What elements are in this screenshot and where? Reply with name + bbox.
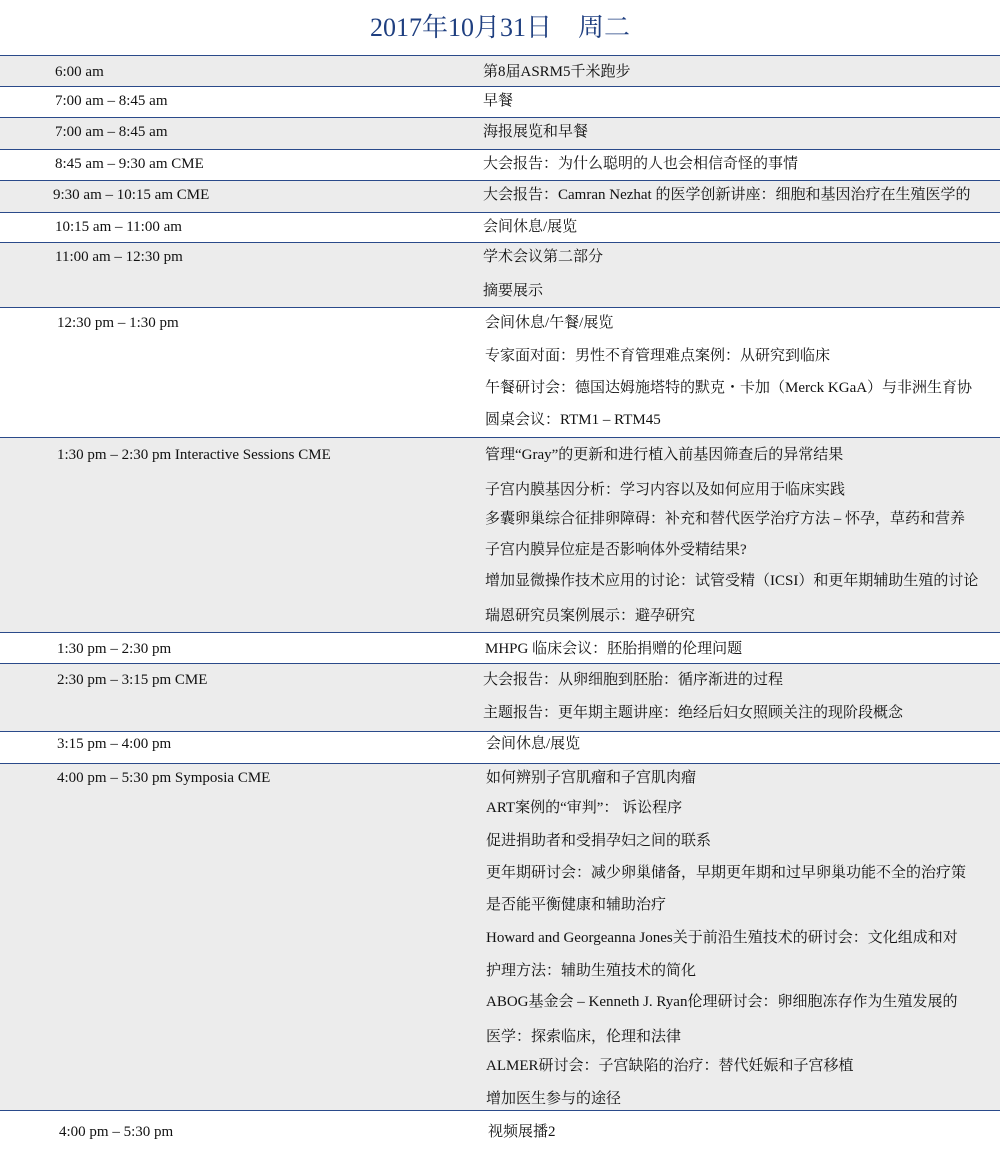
session-title: 午餐研讨会：德国达姆施塔特的默克・卡加（Merck KGaA）与非洲生育协 (485, 380, 973, 396)
row-divider (0, 307, 1000, 308)
session-time: 4:00 pm – 5:30 pm Symposia CME (57, 770, 271, 786)
session-title: 早餐 (483, 93, 514, 109)
row-divider (0, 1110, 1000, 1111)
session-title: 圆桌会议：RTM1 – RTM45 (485, 412, 661, 428)
session-title: 增加医生参与的途径 (486, 1091, 622, 1107)
session-time: 1:30 pm – 2:30 pm Interactive Sessions CME (57, 447, 331, 463)
row-divider (0, 117, 1000, 118)
row-divider (0, 180, 1000, 181)
session-title: 增加显微操作技术应用的讨论：试管受精（ICSI）和更年期辅助生殖的讨论 (485, 573, 979, 589)
session-title: 更年期研讨会：减少卵巢储备，早期更年期和过早卵巢功能不全的治疗策 (486, 865, 967, 881)
session-title: 会间休息/午餐/展览 (485, 315, 614, 331)
session-time: 11:00 am – 12:30 pm (55, 249, 183, 265)
session-title: 是否能平衡健康和辅助治疗 (486, 897, 667, 913)
session-title: 子宫内膜基因分析：学习内容以及如何应用于临床实践 (485, 482, 846, 498)
session-time: 9:30 am – 10:15 am CME (53, 187, 210, 203)
row-divider (0, 86, 1000, 87)
row-divider (0, 437, 1000, 438)
session-title: 大会报告：从卵细胞到胚胎：循序渐进的过程 (483, 672, 784, 688)
session-title: 子宫内膜异位症是否影响体外受精结果? (485, 542, 747, 558)
session-title: 管理“Gray”的更新和进行植入前基因筛查后的异常结果 (485, 447, 844, 463)
session-title: 第8届ASRM5千米跑步 (483, 64, 631, 80)
session-title: ALMER研讨会：子宫缺陷的治疗：替代妊娠和子宫移植 (486, 1058, 854, 1074)
row-divider (0, 55, 1000, 56)
session-time: 8:45 am – 9:30 am CME (55, 156, 204, 172)
row-divider (0, 242, 1000, 243)
session-title: 主题报告：更年期主题讲座：绝经后妇女照顾关注的现阶段概念 (483, 705, 904, 721)
row-background (0, 437, 1000, 632)
session-time: 12:30 pm – 1:30 pm (57, 315, 179, 331)
session-title: 如何辨别子宫肌瘤和子宫肌肉瘤 (486, 770, 697, 786)
session-title: ABOG基金会 – Kenneth J. Ryan伦理研讨会：卵细胞冻存作为生殖发展的 (486, 994, 958, 1010)
row-divider (0, 149, 1000, 150)
row-divider (0, 212, 1000, 213)
row-divider (0, 763, 1000, 764)
session-title: Howard and Georgeanna Jones关于前沿生殖技术的研讨会：文化组成和对 (486, 930, 958, 946)
session-time: 10:15 am – 11:00 am (55, 219, 182, 235)
session-title: 摘要展示 (483, 283, 544, 299)
row-divider (0, 731, 1000, 732)
session-title: 专家面对面：男性不育管理难点案例：从研究到临床 (485, 348, 831, 364)
session-title: 大会报告：为什么聪明的人也会相信奇怪的事情 (483, 156, 799, 172)
row-divider (0, 632, 1000, 633)
session-title: 瑞恩研究员案例展示：避孕研究 (485, 608, 696, 624)
session-time: 1:30 pm – 2:30 pm (57, 641, 172, 657)
session-time: 3:15 pm – 4:00 pm (57, 736, 172, 752)
session-title: 海报展览和早餐 (483, 124, 589, 140)
session-title: 促进捐助者和受捐孕妇之间的联系 (486, 833, 712, 849)
session-time: 6:00 am (55, 64, 104, 80)
session-title: 学术会议第二部分 (483, 249, 604, 265)
session-title: 多囊卵巢综合征排卵障碍：补充和替代医学治疗方法 – 怀孕，草药和营养 (485, 511, 966, 527)
session-time: 4:00 pm – 5:30 pm (59, 1124, 174, 1140)
session-time: 7:00 am – 8:45 am (55, 93, 168, 109)
session-title: 大会报告：Camran Nezhat 的医学创新讲座：细胞和基因治疗在生殖医学的 (483, 187, 971, 203)
session-title: 视频展播2 (488, 1124, 556, 1140)
row-divider (0, 663, 1000, 664)
session-title: 会间休息/展览 (486, 736, 581, 752)
session-title: 医学：探索临床，伦理和法律 (486, 1029, 682, 1045)
session-time: 7:00 am – 8:45 am (55, 124, 168, 140)
session-title: MHPG 临床会议：胚胎捐赠的伦理问题 (485, 641, 743, 657)
page-title: 2017年10月31日 周二 (369, 13, 630, 42)
session-title: ART案例的“审判”： 诉讼程序 (486, 800, 683, 816)
session-time: 2:30 pm – 3:15 pm CME (57, 672, 208, 688)
session-title: 会间休息/展览 (483, 219, 578, 235)
session-title: 护理方法：辅助生殖技术的简化 (486, 963, 697, 979)
